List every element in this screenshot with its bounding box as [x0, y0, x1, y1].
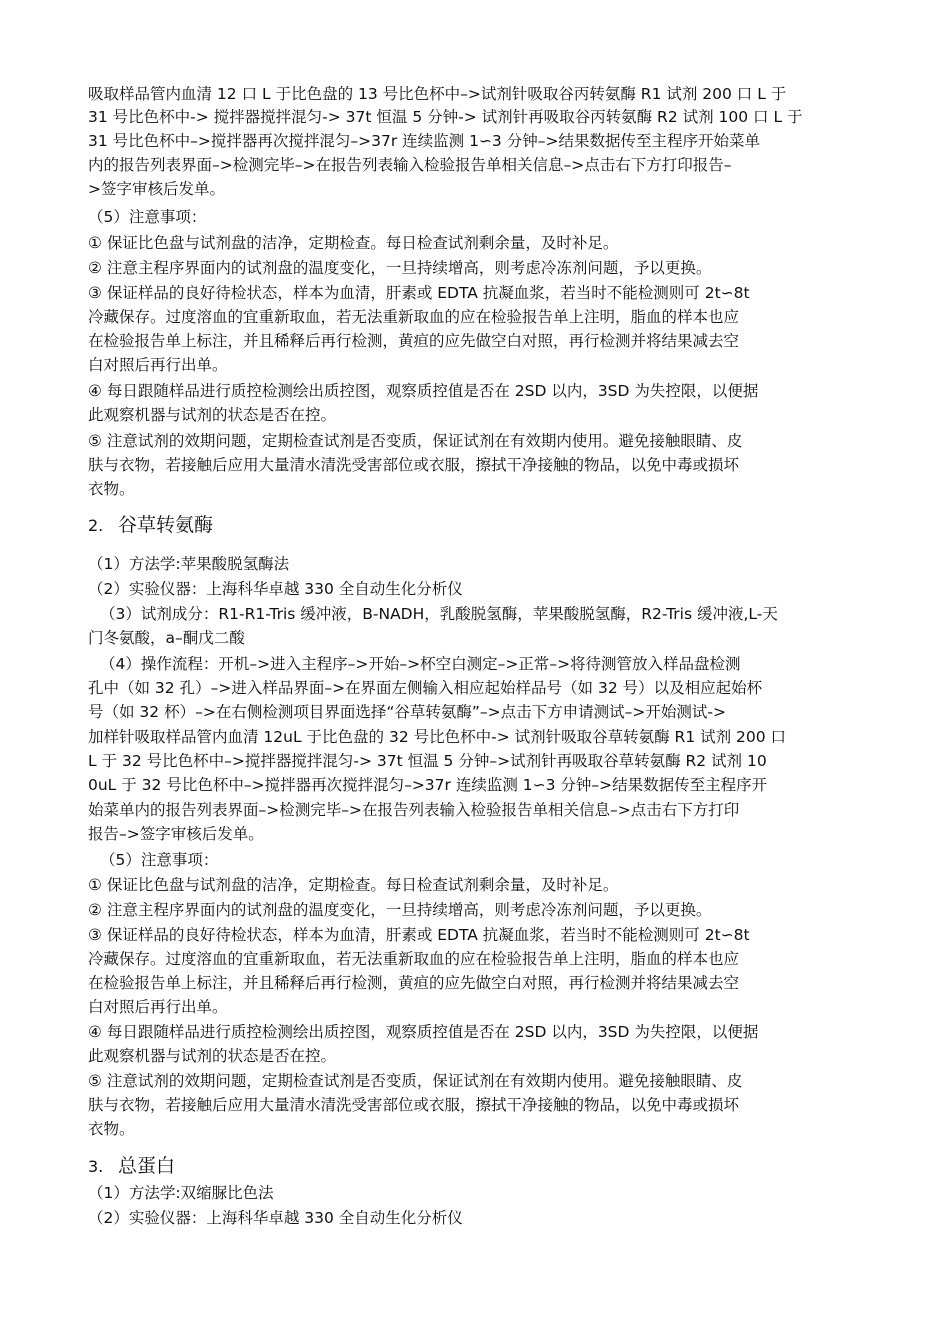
- s1-note-line-2: ② 注意主程序界面内的试剂盘的温度变化，一旦持续增高，则考虑冷冻剂问题，予以更换。: [88, 259, 712, 277]
- section-2-heading: [88, 512, 213, 539]
- s2-note-line-3: ③ 保证样品的良好待检状态，样本为血清，肝素或 EDTA 抗凝血浆，若当时不能检测则可 2t∽8t: [88, 926, 750, 944]
- s2-note-line-9: ⑤ 注意试剂的效期问题，定期检查试剂是否变质，保证试剂在有效期内使用。避免接触眼睛、皮: [88, 1072, 743, 1090]
- section-3-number: 3.: [88, 1157, 104, 1176]
- section-3-heading: [88, 1153, 175, 1180]
- s1-procedure-line-1: 吸取样品管内血清 12 口 L 于比色盘的 13 号比色杯中–>试剂针吸取谷丙转氨酶 R1 试剂 200 口 L 于: [88, 85, 787, 103]
- s1-procedure-line-5: >签字审核后发单。: [88, 180, 225, 198]
- s2-note-line-4: 冷藏保存。过度溶血的宜重新取血，若无法重新取血的应在检验报告单上注明，脂血的样本也应: [88, 950, 740, 968]
- s1-note-line-11: 衣物。: [88, 480, 135, 498]
- s1-note-line-3: ③ 保证样品的良好待检状态，样本为血清，肝素或 EDTA 抗凝血浆，若当时不能检测则可 2t∽8t: [88, 284, 750, 302]
- s2-procedure-line-8: 报告–>签字审核后发单。: [88, 825, 264, 843]
- s2-procedure-line-6: 0uL 于 32 号比色杯中–>搅拌器再次搅拌混匀–>37r 连续监测 1∽3 分钟–>结果数据传至主程序开: [88, 776, 768, 794]
- s1-note-line-6: 白对照后再行出单。: [88, 356, 228, 374]
- s3-method: （1）方法学:双缩脲比色法: [88, 1184, 274, 1202]
- s1-note-line-9: ⑤ 注意试剂的效期问题，定期检查试剂是否变质，保证试剂在有效期内使用。避免接触眼睛、皮: [88, 432, 743, 450]
- s2-procedure-line-1: （4）操作流程：开机–>进入主程序–>开始–>杯空白测定–>正常–>将待测管放入样品盘检测: [100, 655, 741, 673]
- s2-method: （1）方法学:苹果酸脱氢酶法: [88, 555, 290, 573]
- s2-procedure-line-3: 号（如 32 杯）–>在右侧检测项目界面选择“谷草转氨酶”–>点击下方申请测试–>开始测试->: [88, 703, 726, 721]
- s1-note-line-8: 此观察机器与试剂的状态是否在控。: [88, 406, 337, 424]
- s1-procedure-line-3: 31 号比色杯中–>搅拌器再次搅拌混匀–>37r 连续监测 1∽3 分钟–>结果数据传至主程序开始菜单: [88, 132, 760, 150]
- s2-note-line-11: 衣物。: [88, 1120, 135, 1138]
- s2-note-line-10: 肤与衣物，若接触后应用大量清水清洗受害部位或衣服，擦拭干净接触的物品，以免中毒或损坏: [88, 1096, 740, 1114]
- s1-notes-heading: （5）注意事项：: [88, 208, 207, 226]
- s1-note-line-7: ④ 每日跟随样品进行质控检测绘出质控图，观察质控值是否在 2SD 以内，3SD 为失控限，以便据: [88, 382, 759, 400]
- section-3-title: 总蛋白: [118, 1155, 176, 1177]
- s1-procedure-line-2: 31 号比色杯中-> 搅拌器搅拌混匀-> 37t 恒温 5 分钟-> 试剂针再吸取谷丙转氨酶 R2 试剂 100 口 L 于: [88, 108, 803, 126]
- s2-note-line-1: ① 保证比色盘与试剂盘的洁净，定期检查。每日检查试剂剩余量，及时补足。: [88, 876, 619, 894]
- s2-instrument: （2）实验仪器：上海科华卓越 330 全自动生化分析仪: [88, 580, 463, 598]
- section-2-number: 2.: [88, 516, 104, 535]
- s2-note-line-6: 白对照后再行出单。: [88, 998, 228, 1016]
- s2-procedure-line-4: 加样针吸取样品管内血清 12uL 于比色盘的 32 号比色杯中-> 试剂针吸取谷草转氨酶 R1 试剂 200 口: [88, 728, 787, 746]
- s1-procedure-line-4: 内的报告列表界面–>检测完毕–>在报告列表输入检验报告单相关信息–>点击右下方打印报告–: [88, 156, 732, 174]
- s2-reagent-line-1: （3）试剂成分：R1-R1-Tris 缓冲液，B-NADH，乳酸脱氢酶，苹果酸脱氢酶，R2-Tris 缓冲液,L-天: [100, 605, 778, 623]
- s2-note-line-2: ② 注意主程序界面内的试剂盘的温度变化，一旦持续增高，则考虑冷冻剂问题，予以更换。: [88, 901, 712, 919]
- s1-note-line-4: 冷藏保存。过度溶血的宜重新取血，若无法重新取血的应在检验报告单上注明，脂血的样本也应: [88, 308, 740, 326]
- s2-procedure-line-5: L 于 32 号比色杯中–>搅拌器搅拌混匀-> 37t 恒温 5 分钟–>试剂针再吸取谷草转氨酶 R2 试剂 10: [88, 752, 767, 770]
- s2-notes-heading: （5）注意事项：: [100, 851, 219, 869]
- s2-procedure-line-2: 孔中（如 32 孔）–>进入样品界面–>在界面左侧输入相应起始样品号（如 32 号）以及相应起始杯: [88, 679, 763, 697]
- s1-note-line-5: 在检验报告单上标注，并且稀释后再行检测，黄疸的应先做空白对照，再行检测并将结果减去空: [88, 332, 740, 350]
- s2-note-line-8: 此观察机器与试剂的状态是否在控。: [88, 1047, 337, 1065]
- s2-note-line-5: 在检验报告单上标注，并且稀释后再行检测，黄疸的应先做空白对照，再行检测并将结果减去空: [88, 974, 740, 992]
- section-2-title: 谷草转氨酶: [118, 514, 214, 536]
- s2-note-line-7: ④ 每日跟随样品进行质控检测绘出质控图，观察质控值是否在 2SD 以内，3SD 为失控限，以便据: [88, 1023, 759, 1041]
- s1-note-line-1: ① 保证比色盘与试剂盘的洁净，定期检查。每日检查试剂剩余量，及时补足。: [88, 234, 619, 252]
- s1-note-line-10: 肤与衣物，若接触后应用大量清水清洗受害部位或衣服，擦拭干净接触的物品，以免中毒或损坏: [88, 456, 740, 474]
- s2-reagent-line-2: 门冬氨酸，a–酮戊二酸: [88, 629, 245, 647]
- s3-instrument: （2）实验仪器：上海科华卓越 330 全自动生化分析仪: [88, 1209, 463, 1227]
- s2-procedure-line-7: 始菜单内的报告列表界面–>检测完毕–>在报告列表输入检验报告单相关信息–>点击右下方打印: [88, 801, 740, 819]
